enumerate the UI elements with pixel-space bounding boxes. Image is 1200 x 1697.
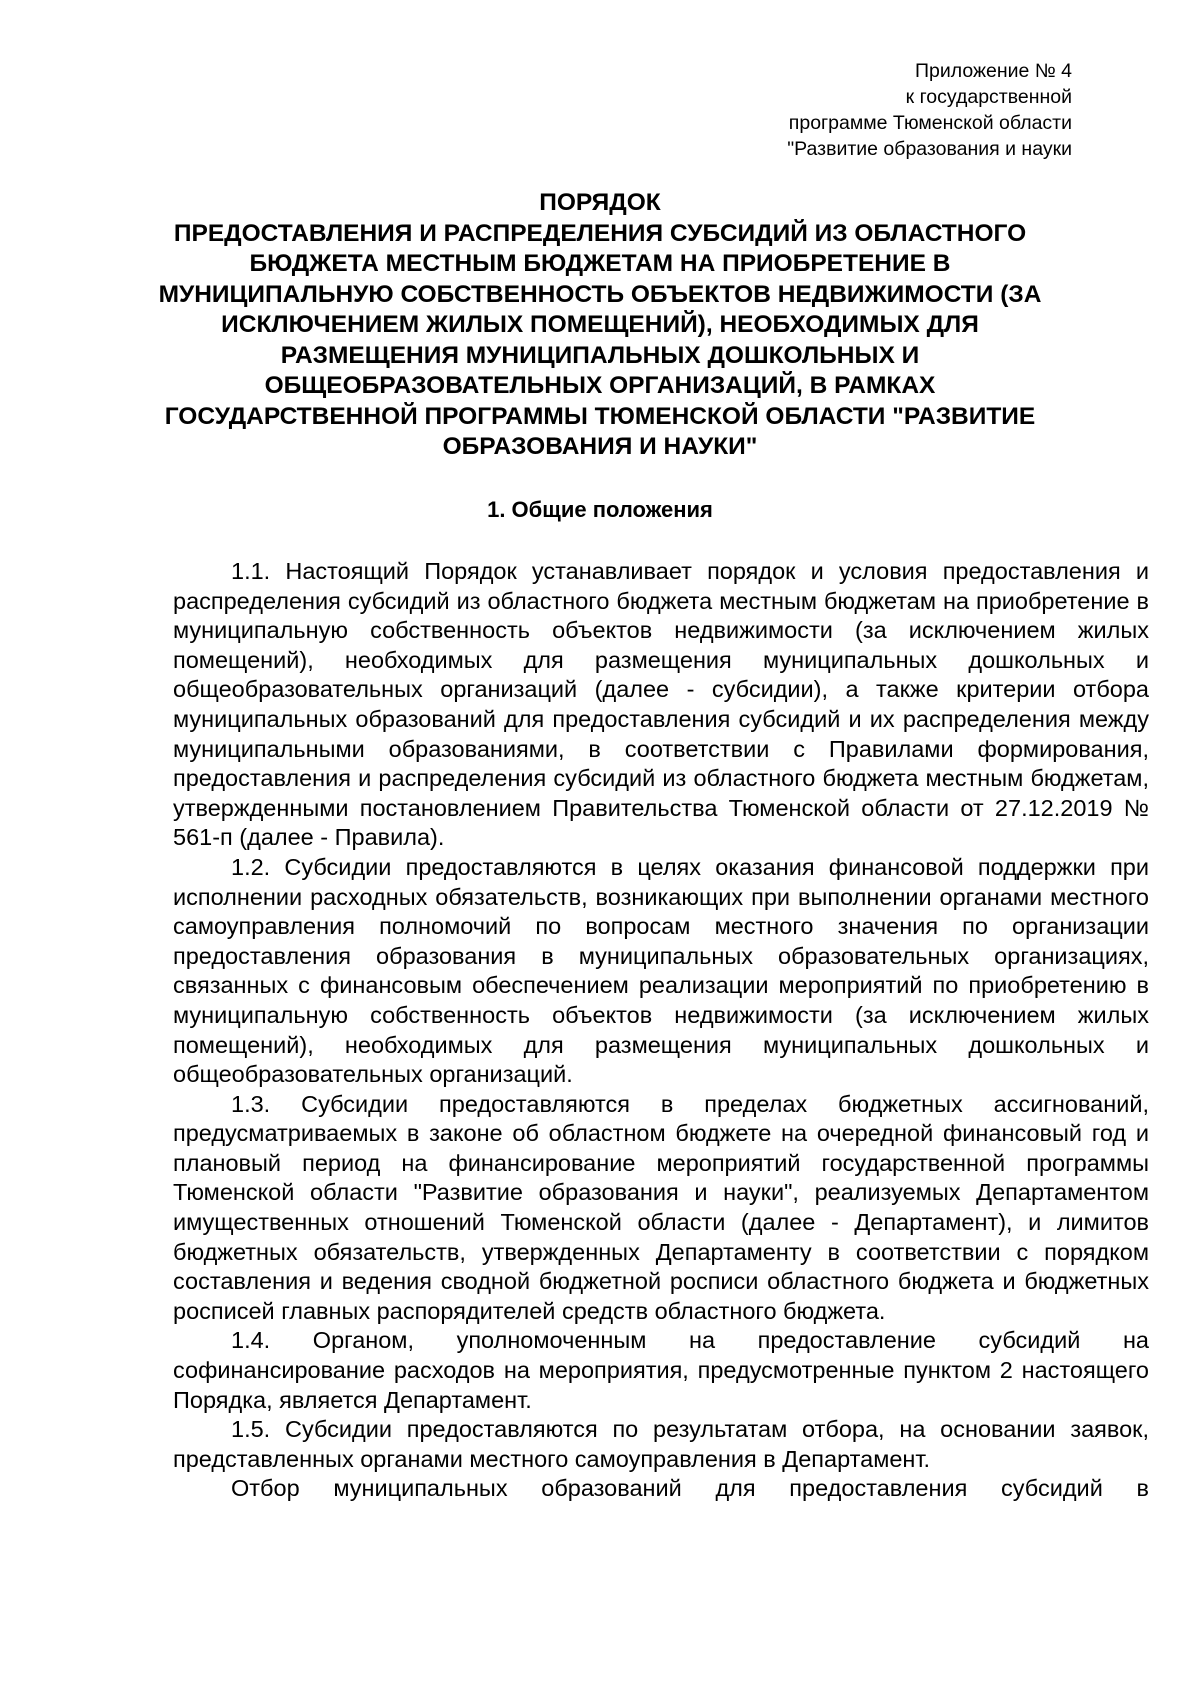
title-line: ИСКЛЮЧЕНИЕМ ЖИЛЫХ ПОМЕЩЕНИЙ), НЕОБХОДИМЫХ ДЛЯ bbox=[221, 311, 979, 338]
appendix-line: "Развитие образования и науки bbox=[787, 138, 1072, 160]
title-line: ГОСУДАРСТВЕННОЙ ПРОГРАММЫ ТЮМЕНСКОЙ ОБЛАСТИ "РАЗВИТИЕ bbox=[164, 402, 1036, 430]
title-line: ОБЩЕОБРАЗОВАТЕЛЬНЫХ ОРГАНИЗАЦИЙ, В РАМКАХ bbox=[264, 372, 936, 399]
title-line: ПОРЯДОК bbox=[539, 189, 661, 216]
title-line: ПРЕДОСТАВЛЕНИЯ И РАСПРЕДЕЛЕНИЯ СУБСИДИЙ ИЗ ОБЛАСТНОГО bbox=[173, 219, 1027, 247]
paragraph-1-1: 1.1. Настоящий Порядок устанавливает порядок и условия предоставления и распределения субсидий из областного бюджета местным бюджетам на приобретение в муниципальную собственность объектов недвижимости (за исключением жилых помещений), необходимых для размещения муниципальных дошкольных и общеобразовательных организаций (далее - субсидии), а также критерии отбора муниципальных образований для предоставления субсидий и их распределения между муниципальными образованиями, в соответствии с Правилами формирования, предоставления и распределения субсидий из областного бюджета местным бюджетам, утвержденными постановлением Правительства Тюменской области от 27.12.2019 № 561-п (далее - Правила). bbox=[173, 558, 1149, 851]
appendix-line: программе Тюменской области bbox=[788, 112, 1072, 134]
paragraph-1-3: 1.3. Субсидии предоставляются в пределах бюджетных ассигнований, предусматриваемых в законе об областном бюджете на очередной финансовый год и плановый период на финансирование мероприятий государственной программы Тюменской области "Развитие образования и науки", реализуемых Департаментом имущественных отношений Тюменской области (далее - Департамент), и лимитов бюджетных обязательств, утвержденных Департаменту в соответствии с порядком составления и ведения сводной бюджетной росписи областного бюджета и бюджетных росписей главных распорядителей средств областного бюджета. bbox=[173, 1090, 1149, 1324]
paragraph-1-2: 1.2. Субсидии предоставляются в целях оказания финансовой поддержки при исполнении расходных обязательств, возникающих при выполнении органами местного самоуправления полномочий по вопросам местного значения по организации предоставления образования в муниципальных образовательных организациях, связанных с финансовым обеспечением реализации мероприятий по приобретению в муниципальную собственность объектов недвижимости (за исключением жилых помещений), необходимых для размещения муниципальных дошкольных и общеобразовательных организаций. bbox=[173, 853, 1149, 1088]
section-heading: 1. Общие положения bbox=[487, 497, 713, 522]
appendix-line: Приложение № 4 bbox=[915, 60, 1072, 82]
title-line: РАЗМЕЩЕНИЯ МУНИЦИПАЛЬНЫХ ДОШКОЛЬНЫХ И bbox=[280, 341, 920, 369]
paragraph-1-5-continuation: Отбор муниципальных образований для предоставления субсидий в bbox=[231, 1475, 1149, 1502]
appendix-note bbox=[787, 58, 1072, 162]
document-body bbox=[173, 557, 1149, 1504]
appendix-line: к государственной bbox=[905, 86, 1072, 108]
document-title bbox=[140, 188, 1060, 463]
paragraph-1-4: 1.4. Органом, уполномоченным на предоставление субсидий на софинансирование расходов на мероприятия, предусмотренные пунктом 2 настоящего Порядка, является Департамент. bbox=[173, 1327, 1149, 1413]
title-line: МУНИЦИПАЛЬНУЮ СОБСТВЕННОСТЬ ОБЪЕКТОВ НЕДВИЖИМОСТИ (ЗА bbox=[158, 280, 1042, 308]
title-line: ОБРАЗОВАНИЯ И НАУКИ" bbox=[442, 433, 758, 460]
title-line: БЮДЖЕТА МЕСТНЫМ БЮДЖЕТАМ НА ПРИОБРЕТЕНИЕ В bbox=[249, 250, 951, 277]
paragraph-1-5: 1.5. Субсидии предоставляются по результатам отбора, на основании заявок, представленных органами местного самоуправления в Департамент. bbox=[173, 1416, 1149, 1472]
